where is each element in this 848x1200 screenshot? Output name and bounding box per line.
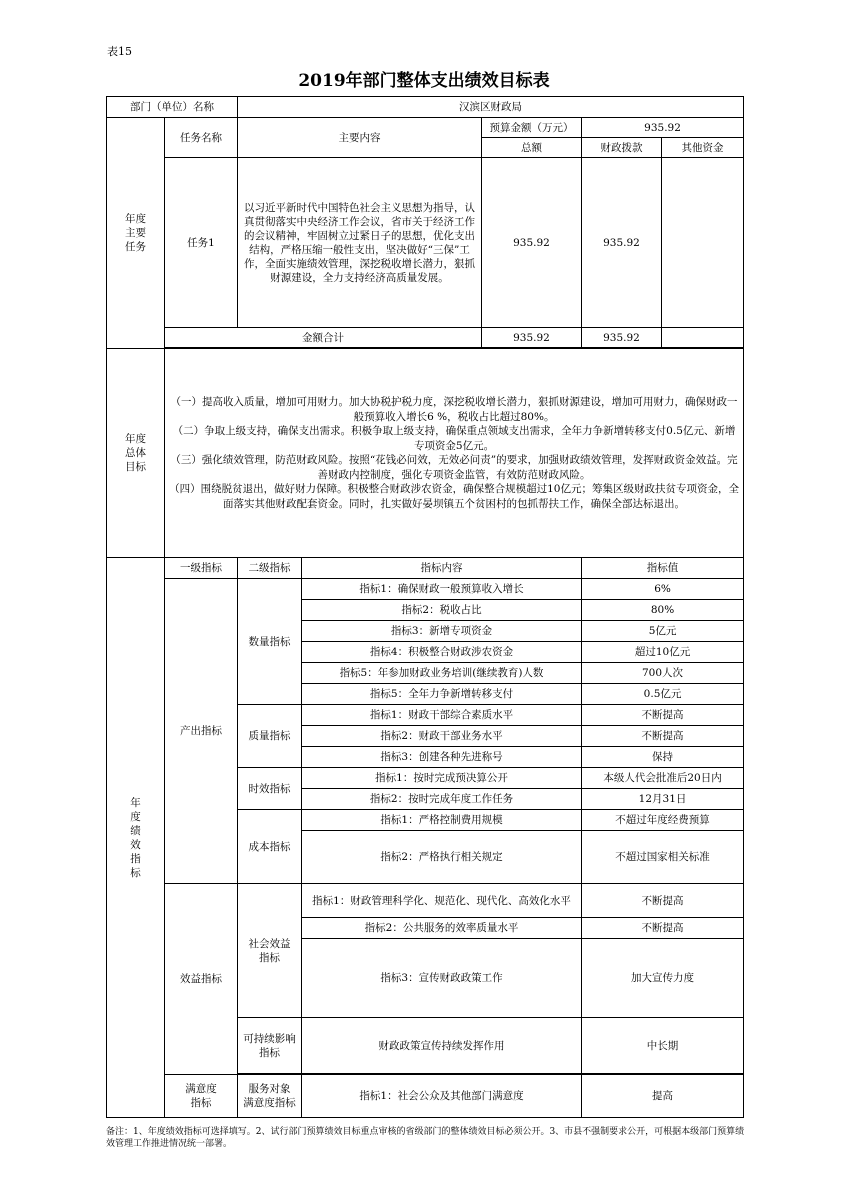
fiscal-header: 财政拨款 [582, 138, 662, 158]
sustainable-impact-indicator-label: 可持续影响 指标 [238, 1018, 302, 1074]
total-header: 总额 [482, 138, 582, 158]
task-content: 以习近平新时代中国特色社会主义思想为指导，认真贯彻落实中央经济工作会议，省市关于经济工作的会议精神，牢固树立过紧日子的思想，优化支出结构，严格压缩一般性支出，坚决做好“三保”工作，全面实施绩效管理，深挖税收增长潜力，狠抓财源建设，全力支持经济高质量发展。 [238, 158, 482, 328]
amount-sum-other [662, 328, 744, 348]
indicator-content-header: 指标内容 [302, 558, 582, 579]
dept-name-label: 部门（单位）名称 [107, 97, 238, 118]
amount-sum-label: 金额合计 [165, 328, 482, 348]
task-fiscal: 935.92 [582, 158, 662, 328]
social-benefit-indicator-label: 社会效益 指标 [238, 884, 302, 1018]
satisfaction-indicator-label: 满意度 指标 [165, 1075, 238, 1118]
task-other [662, 158, 744, 328]
indicator-value: 不断提高 [582, 705, 744, 726]
table-number-label: 表15 [107, 45, 132, 58]
indicator-value-header: 指标值 [582, 558, 744, 579]
amount-sum-total: 935.92 [482, 328, 582, 348]
indicator-value: 700人次 [582, 663, 744, 684]
goal-paragraph: （二）争取上级支持，确保支出需求。积极争取上级支持，确保重点领域支出需求，全年力争新增转移支付0.5亿元、新增专项资金5亿元。 [172, 425, 736, 452]
indicator-value: 加大宣传力度 [582, 939, 744, 1018]
indicator-content: 财政政策宣传持续发挥作用 [302, 1018, 582, 1074]
goal-paragraph: （一）提高收入质量，增加可用财力。加大协税护税力度，深挖税收增长潜力，狠抓财源建设，增加可用财力，确保财政一般预算收入增长6 %，税收占比超过80%。 [170, 396, 738, 423]
indicator-content: 指标2：税收占比 [302, 600, 582, 621]
indicator-content: 指标3：宣传财政政策工作 [302, 939, 582, 1018]
indicator-content: 指标1：财政干部综合素质水平 [302, 705, 582, 726]
budget-amount-label: 预算金额（万元） [482, 118, 582, 138]
indicator-value: 不断提高 [582, 726, 744, 747]
indicator-value: 不断提高 [582, 884, 744, 918]
level1-header: 一级指标 [165, 558, 238, 579]
quantity-indicator-label: 数量指标 [238, 579, 302, 705]
overall-goals-section-label: 年度 总体 目标 [107, 349, 165, 558]
indicator-content: 指标2：公共服务的效率质量水平 [302, 918, 582, 939]
indicator-value: 不断提高 [582, 918, 744, 939]
indicator-value: 6% [582, 579, 744, 600]
indicator-value: 本级人代会批准后20日内 [582, 768, 744, 789]
indicator-value: 提高 [582, 1075, 744, 1118]
indicator-content: 指标3：新增专项资金 [302, 621, 582, 642]
indicator-content: 指标1：社会公众及其他部门满意度 [302, 1075, 582, 1118]
indicator-content: 指标5：年参加财政业务培训(继续教育)人数 [302, 663, 582, 684]
goal-paragraph: （四）围绕脱贫退出，做好财力保障。积极整合财政涉农资金，确保整合规模超过10亿元；筹集区级财政扶贫专项资金，全面落实其他财政配套资金。同时，扎实做好晏坝镇五个贫困村的包抓帮扶工作，确保全部达标退出。 [169, 483, 739, 510]
overall-goals-content [165, 349, 744, 558]
indicator-content: 指标1：严格控制费用规模 [302, 810, 582, 831]
indicator-value: 5亿元 [582, 621, 744, 642]
other-funds-header: 其他资金 [662, 138, 744, 158]
indicator-content: 指标1：财政管理科学化、规范化、现代化、高效化水平 [302, 884, 582, 918]
indicator-value: 80% [582, 600, 744, 621]
indicator-content: 指标4：积极整合财政涉农资金 [302, 642, 582, 663]
indicator-content: 指标5：全年力争新增转移支付 [302, 684, 582, 705]
indicator-value: 超过10亿元 [582, 642, 744, 663]
dept-name-value: 汉滨区财政局 [238, 97, 744, 118]
cost-indicator-label: 成本指标 [238, 810, 302, 884]
budget-amount-value: 935.92 [582, 118, 744, 138]
quality-indicator-label: 质量指标 [238, 705, 302, 768]
indicator-content: 指标2：财政干部业务水平 [302, 726, 582, 747]
indicator-value: 12月31日 [582, 789, 744, 810]
benefit-indicator-label: 效益指标 [165, 884, 238, 1075]
indicator-content: 指标1：按时完成预决算公开 [302, 768, 582, 789]
indicator-content: 指标2：严格执行相关规定 [302, 831, 582, 884]
indicator-content: 指标2：按时完成年度工作任务 [302, 789, 582, 810]
service-satisfaction-indicator-label: 服务对象 满意度指标 [238, 1075, 302, 1118]
page-title: 2019年部门整体支出绩效目标表 [298, 71, 550, 91]
indicators-section-label: 年 度 绩 效 指 标 [107, 558, 165, 1118]
indicator-value: 保持 [582, 747, 744, 768]
indicator-content: 指标3：创建各种先进称号 [302, 747, 582, 768]
indicator-content: 指标1：确保财政一般预算收入增长 [302, 579, 582, 600]
amount-sum-fiscal: 935.92 [582, 328, 662, 348]
task-total: 935.92 [482, 158, 582, 328]
task-name: 任务1 [165, 158, 238, 328]
task-name-header: 任务名称 [165, 118, 238, 158]
goal-paragraph: （三）强化绩效管理，防范财政风险。按照“花钱必问效，无效必问责”的要求，加强财政绩效管理，发挥财政资金效益。完善财政内控制度，强化专项资金监管，有效防范财政风险。 [170, 454, 738, 481]
time-indicator-label: 时效指标 [238, 768, 302, 810]
main-content-header: 主要内容 [238, 118, 482, 158]
level2-header: 二级指标 [238, 558, 302, 579]
indicator-value: 不超过年度经费预算 [582, 810, 744, 831]
output-indicator-label: 产出指标 [165, 579, 238, 884]
annual-tasks-section-label: 年度 主要 任务 [107, 118, 165, 349]
indicator-value: 中长期 [582, 1018, 744, 1074]
footnote: 备注：1、年度绩效指标可选择填写。2、试行部门预算绩效目标重点审核的省级部门的整体绩效目标必须公开。3、市县不强制要求公开，可根据本级部门预算绩效管理工作推进情况统一部署。 [106, 1127, 745, 1149]
indicator-value: 0.5亿元 [582, 684, 744, 705]
performance-target-table [106, 96, 744, 1118]
indicator-value: 不超过国家相关标准 [582, 831, 744, 884]
